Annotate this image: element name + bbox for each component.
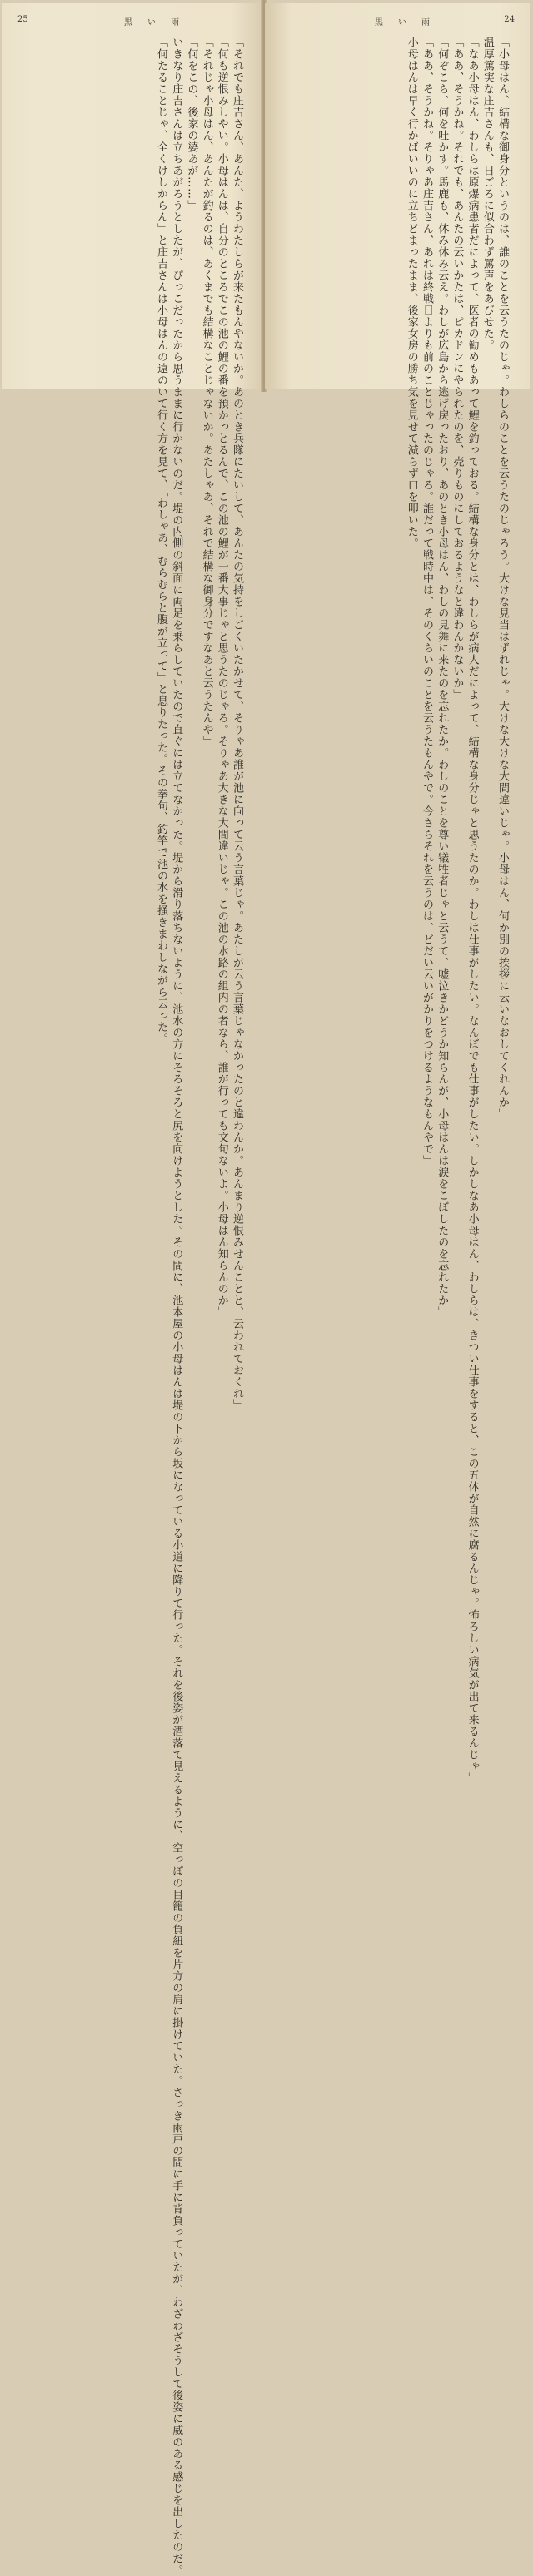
text-line: 「ああ、そうかね。それでも、あんたの云いかたは、ピカドンにやられたのを、売りものにしておるようなと違わんかないか」 bbox=[451, 37, 464, 701]
right-page-body bbox=[281, 37, 510, 1784]
left-page-body bbox=[19, 37, 244, 2576]
text-line: 「ああ、そうかね。そりゃあ庄吉さん、あれは終戦日よりも前のことじゃったのじゃろ。誰だって戦時中は、そのくらいのことを云うたもんやで。今さらそれを云うのは、どだい云いがかりをつけるようなもんやで」 bbox=[420, 37, 433, 1167]
text-line: 「それじゃ小母はん、あんたが釣るのは、あくまでも結構なことじゃないか。あたしゃあ、それで結構な御身分ですなあと云うたんや」 bbox=[200, 37, 213, 747]
text-line: 「何たることじゃ、全くけしからん」と庄吉さんは小母はんの遠のいて行く方を見て、「わしゃあ、むらむらと腹が立って」と息りたった。その拳句、釣竿で池の水を掻きまわしながら云った。 bbox=[154, 37, 167, 1045]
left-page-number: 25 bbox=[17, 15, 28, 24]
text-line: 「何ぞこら、何を吐かす。馬鹿も、休み休み云え。わしが広島から逃げ戻ったおり、あのとき小母はん、わしの見舞に来たのを忘れたか。わしのことを尊い犠牲者じゃと云うて、嘘泣きかどうか知らんが、小母はんは涙をこぼしたのを忘れたか」 bbox=[436, 37, 449, 1318]
text-line: 「なあ小母はん、わしらは原爆病患者だによって、医者の勧めもあって鯉を釣っておる。結構な身分とは、わしらが病人だによって、結構な身分じゃと思うたのか。わしは仕事がしたい。なんぼでも仕事がしたい。しかしなあ小母はん、わしらは、きつい仕事をすると、この五体が自然に腐るんじゃ。怖ろしい病気が出て来るんじゃ」 bbox=[466, 37, 479, 1784]
text-line: 「何をこの、後家の婆あが……」 bbox=[185, 37, 198, 211]
text-line: 「何も逆恨みしやい。小母はんは、自分のところでこの池の鯉の番を預かっとるんで、この池の鯉が一番大事じゃと思うたのじゃろ。そりゃあ大きな大間違いじゃ。この池の水路の組内の者なら、誰が行っても文句ないよ。小母はん知らんのか」 bbox=[215, 37, 228, 1318]
text-line: 「小母はん、結構な御身分というのは、誰のことを云うたのじゃ。わしらのことを云うたのじゃろう。大けな見当はずれじゃ。大けな大けな大間違いじゃ。小母はん、何か別の挨拶に云いなおしてくれんか」 bbox=[496, 37, 509, 1120]
text-line: いきなり庄吉さんは立ちあがろうとしたが、ぴっこだったから思うままに行かないのだ。堤の内側の斜面に両足を乗らしていたので直ぐには立てなかった。堤から滑り落ちないように、池水の方にそろそろと尻を向けようとした。その間に、池本屋の小母はんは堤の下から坂になっている小道に降りて行った。それを後姿が酒落て見えるように、空っぽの目籠の負紐を片方の肩に掛けていた。さっき雨戸の間に手に背負っていたが、わざわざそうして後姿に威のある感じを出したのだ。 bbox=[170, 37, 183, 2576]
left-page bbox=[2, 3, 262, 2576]
left-running-title: 黒い雨 bbox=[124, 18, 194, 27]
text-line: 小母はんは早く行かばいいのに立ちどまったまま、後家女房の勝ち気を見せて減らず口を叩いた。 bbox=[405, 37, 418, 549]
text-line: 「それでも庄吉さん、あんた、ようわたしらが来たもんやないか。あのとき兵隊にたいして、あんたの気持をしごくいたかせて、そりゃあ誰が池に向って云う言葉じゃ。あたしが云う言葉じゃなかったのと違わんか。あんまり逆恨みせんことと、云われておくれ」 bbox=[231, 37, 243, 1411]
right-page bbox=[265, 3, 530, 1784]
right-page-number: 24 bbox=[504, 15, 515, 24]
right-running-title: 黒い雨 bbox=[375, 18, 445, 27]
text-line: 温厚篤実な庄吉さんも、日ごろに似合わず罵声をあびせた。 bbox=[481, 37, 494, 351]
